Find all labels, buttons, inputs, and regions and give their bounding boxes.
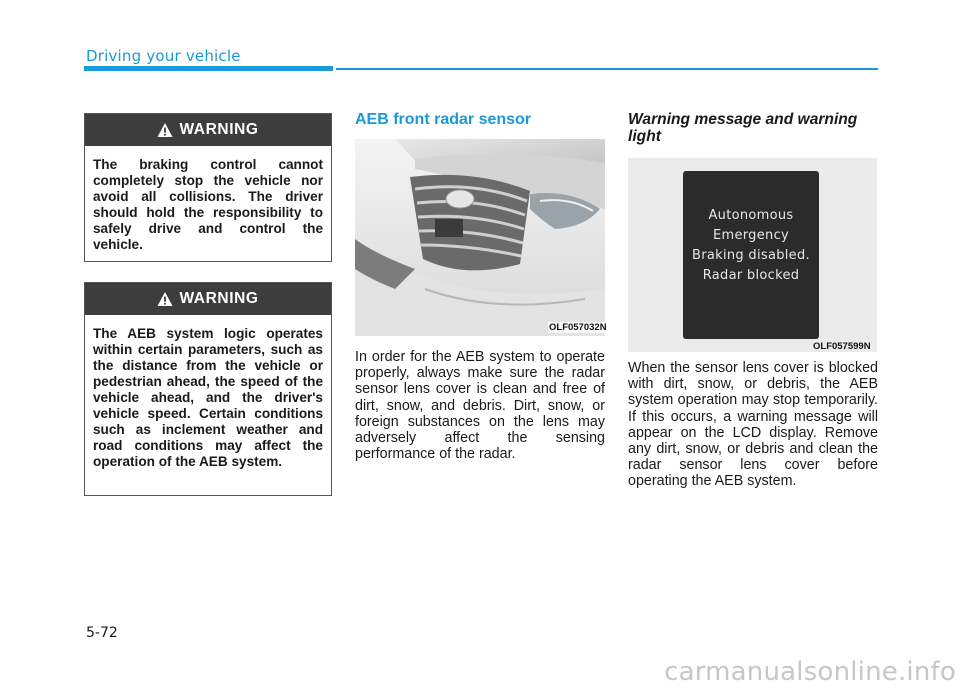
image-caption: OLF057599N bbox=[813, 341, 871, 352]
car-front-radar-image bbox=[355, 139, 605, 336]
car-front-illustration bbox=[355, 139, 605, 336]
subsection-title: Warning message and warning light bbox=[628, 111, 858, 145]
lcd-display-image bbox=[628, 158, 877, 352]
header-rule-thin bbox=[336, 68, 878, 70]
subsection-body: When the sensor lens cover is blocked with dirt, snow, or debris, the AEB system operation may stop temporarily. If this occurs, a warning message will appear on the LCD display. Remove any dirt, snow, or debris and clean the radar sensor lens cover before operating the AEB system. bbox=[628, 360, 878, 490]
image-caption: OLF057032N bbox=[549, 322, 607, 333]
lcd-line: Autonomous bbox=[708, 208, 794, 223]
section-header: Driving your vehicle bbox=[86, 47, 241, 65]
warning-triangle-icon bbox=[157, 291, 173, 307]
section-body: In order for the AEB system to operate properly, always make sure the radar sensor lens cover is clean and free of dirt, snow, and debris. Dirt, snow, or foreign substances on the lens may adversely affect the sensing performance of the radar. bbox=[355, 349, 605, 463]
warning-box-2 bbox=[84, 282, 332, 496]
warning-triangle-icon bbox=[157, 122, 173, 138]
header-rule-thick bbox=[84, 66, 333, 71]
warning-text: The AEB system logic operates within certain parameters, such as the distance from the vehicle or pedestrian ahead, the speed of the vehicle ahead, and the driver's vehicle speed. Certain conditions such as inclement weather and road conditions may affect the operation of the AEB system. bbox=[93, 326, 323, 469]
section-title: AEB front radar sensor bbox=[355, 111, 532, 128]
warning-box-1 bbox=[84, 113, 332, 262]
warning-text: The braking control cannot completely stop the vehicle nor avoid all collisions. The driver should hold the responsibility to safely drive and control the vehicle. bbox=[93, 157, 323, 252]
warning-header bbox=[85, 114, 331, 146]
warning-label: WARNING bbox=[179, 121, 259, 138]
lcd-screen bbox=[683, 171, 819, 339]
lcd-line: Radar blocked bbox=[702, 268, 800, 283]
lcd-line: Braking disabled. bbox=[692, 248, 810, 263]
page-number: 5-72 bbox=[86, 625, 118, 641]
lcd-line: Emergency bbox=[712, 228, 790, 243]
warning-label: WARNING bbox=[179, 290, 259, 307]
watermark: carmanualsonline.info bbox=[664, 657, 956, 687]
warning-header bbox=[85, 283, 331, 315]
